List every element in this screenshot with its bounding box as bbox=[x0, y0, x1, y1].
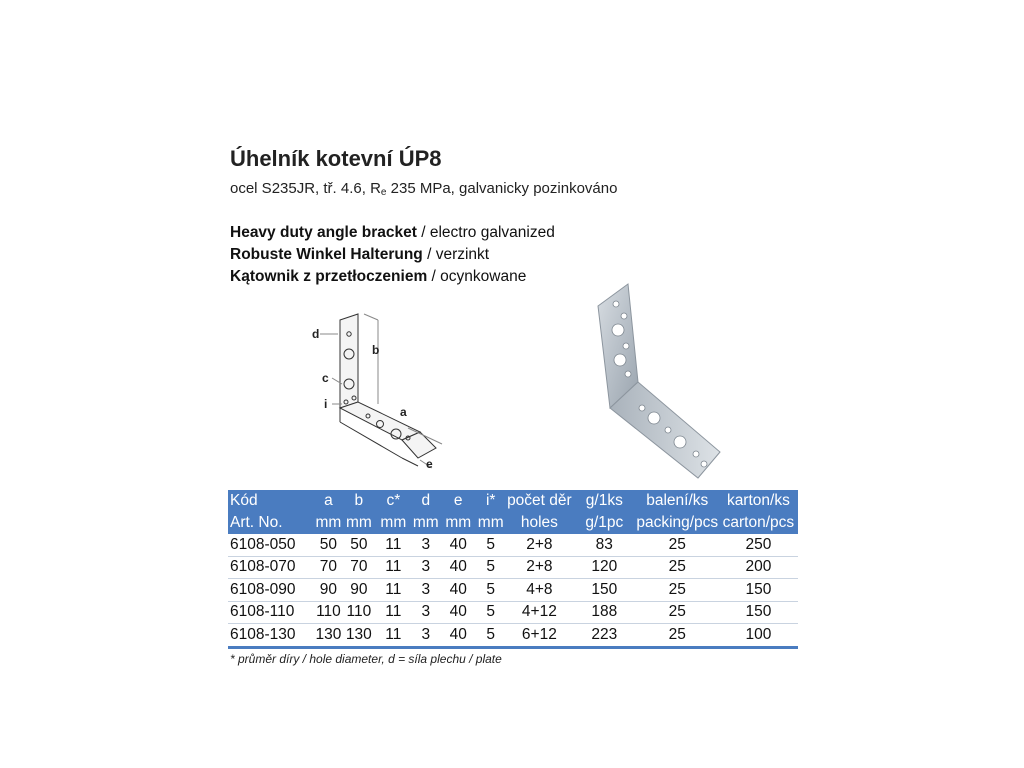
table-cell: 25 bbox=[636, 556, 719, 579]
table-cell: 50 bbox=[342, 534, 376, 556]
column-header: mm bbox=[315, 512, 341, 534]
table-cell: 100 bbox=[719, 624, 798, 648]
column-header: mm bbox=[441, 512, 475, 534]
column-header: mm bbox=[411, 512, 441, 534]
table-cell: 11 bbox=[376, 579, 410, 602]
description-rest: / electro galvanized bbox=[416, 224, 555, 241]
bracket-photo bbox=[580, 282, 730, 482]
table-cell: 6+12 bbox=[506, 624, 573, 648]
table-row bbox=[228, 601, 798, 624]
table-row bbox=[228, 579, 798, 602]
column-header: mm bbox=[475, 512, 505, 534]
table-cell: 83 bbox=[573, 534, 636, 556]
table-cell: 25 bbox=[636, 534, 719, 556]
table-header-row bbox=[228, 490, 798, 512]
subtitle-before: ocel S235JR, tř. 4.6, R bbox=[230, 180, 381, 197]
table-cell: 4+12 bbox=[506, 601, 573, 624]
table-cell: 11 bbox=[376, 534, 410, 556]
column-header: počet děr bbox=[506, 490, 573, 512]
table-cell: 200 bbox=[719, 556, 798, 579]
column-header: c* bbox=[376, 490, 410, 512]
table-cell: 40 bbox=[441, 579, 475, 602]
table-cell: 11 bbox=[376, 601, 410, 624]
column-header: packing/pcs bbox=[636, 512, 719, 534]
column-header: Art. No. bbox=[228, 512, 315, 534]
table-cell: 40 bbox=[441, 624, 475, 648]
table-cell: 110 bbox=[342, 601, 376, 624]
description-polish bbox=[230, 268, 526, 286]
description-rest: / ocynkowane bbox=[427, 268, 527, 285]
column-header: b bbox=[342, 490, 376, 512]
table-cell: 3 bbox=[411, 534, 441, 556]
specification-table bbox=[228, 490, 798, 649]
table-cell: 40 bbox=[441, 556, 475, 579]
column-header: balení/ks bbox=[636, 490, 719, 512]
table-cell: 150 bbox=[719, 579, 798, 602]
product-title: Úhelník kotevní ÚP8 bbox=[230, 146, 442, 171]
table-footnote: * průměr díry / hole diameter, d = síla plechu / plate bbox=[230, 652, 502, 666]
column-header: Kód bbox=[228, 490, 315, 512]
table-cell: 5 bbox=[475, 601, 505, 624]
dimension-label-i: i bbox=[324, 397, 328, 411]
table-cell: 5 bbox=[475, 579, 505, 602]
table-cell: 11 bbox=[376, 624, 410, 648]
table-cell: 6108-070 bbox=[228, 556, 315, 579]
table-cell: 150 bbox=[573, 579, 636, 602]
table-cell: 2+8 bbox=[506, 534, 573, 556]
column-header: mm bbox=[342, 512, 376, 534]
table-cell: 130 bbox=[342, 624, 376, 648]
table-cell: 2+8 bbox=[506, 556, 573, 579]
table-row bbox=[228, 534, 798, 556]
table-cell: 11 bbox=[376, 556, 410, 579]
column-header: g/1ks bbox=[573, 490, 636, 512]
table-body bbox=[228, 534, 798, 647]
table-cell: 4+8 bbox=[506, 579, 573, 602]
dimension-label-e: e bbox=[426, 457, 433, 471]
subtitle-after: 235 MPa, galvanicky pozinkováno bbox=[386, 180, 618, 197]
description-bold: Robuste Winkel Halterung bbox=[230, 246, 423, 263]
table-cell: 150 bbox=[719, 601, 798, 624]
subtitle-subscript: e bbox=[380, 187, 387, 198]
table-cell: 5 bbox=[475, 534, 505, 556]
description-bold: Heavy duty angle bracket bbox=[230, 224, 417, 241]
table-cell: 70 bbox=[342, 556, 376, 579]
table-cell: 90 bbox=[342, 579, 376, 602]
column-header: a bbox=[315, 490, 341, 512]
table-cell: 6108-090 bbox=[228, 579, 315, 602]
table-cell: 25 bbox=[636, 579, 719, 602]
column-header: holes bbox=[506, 512, 573, 534]
table-row bbox=[228, 556, 798, 579]
table-cell: 3 bbox=[411, 556, 441, 579]
column-header: karton/ks bbox=[719, 490, 798, 512]
table-cell: 6108-050 bbox=[228, 534, 315, 556]
description-english bbox=[230, 224, 555, 242]
table-cell: 5 bbox=[475, 624, 505, 648]
table-cell: 40 bbox=[441, 601, 475, 624]
table-cell: 70 bbox=[315, 556, 341, 579]
column-header: g/1pc bbox=[573, 512, 636, 534]
column-header: i* bbox=[475, 490, 505, 512]
table-cell: 110 bbox=[315, 601, 341, 624]
table-cell: 5 bbox=[475, 556, 505, 579]
column-header: e bbox=[441, 490, 475, 512]
dimension-label-c: c bbox=[322, 371, 329, 385]
table-cell: 3 bbox=[411, 624, 441, 648]
bracket-technical-drawing bbox=[300, 312, 460, 482]
column-header: d bbox=[411, 490, 441, 512]
table-cell: 130 bbox=[315, 624, 341, 648]
table-cell: 25 bbox=[636, 624, 719, 648]
table-cell: 250 bbox=[719, 534, 798, 556]
table-cell: 6108-110 bbox=[228, 601, 315, 624]
dimension-label-a: a bbox=[400, 405, 407, 419]
table-cell: 25 bbox=[636, 601, 719, 624]
dimension-label-d: d bbox=[312, 327, 320, 341]
description-german bbox=[230, 246, 489, 264]
column-header: carton/pcs bbox=[719, 512, 798, 534]
description-bold: Kątownik z przetłoczeniem bbox=[230, 268, 428, 285]
table-cell: 3 bbox=[411, 579, 441, 602]
table-cell: 40 bbox=[441, 534, 475, 556]
table-cell: 3 bbox=[411, 601, 441, 624]
table-cell: 6108-130 bbox=[228, 624, 315, 648]
table-row bbox=[228, 624, 798, 648]
column-header: mm bbox=[376, 512, 410, 534]
table-cell: 223 bbox=[573, 624, 636, 648]
description-rest: / verzinkt bbox=[422, 246, 490, 263]
table-cell: 188 bbox=[573, 601, 636, 624]
table-cell: 50 bbox=[315, 534, 341, 556]
dimension-label-b: b bbox=[372, 343, 380, 357]
product-subtitle bbox=[230, 180, 617, 198]
table-cell: 120 bbox=[573, 556, 636, 579]
table-header-row bbox=[228, 512, 798, 534]
table-cell: 90 bbox=[315, 579, 341, 602]
